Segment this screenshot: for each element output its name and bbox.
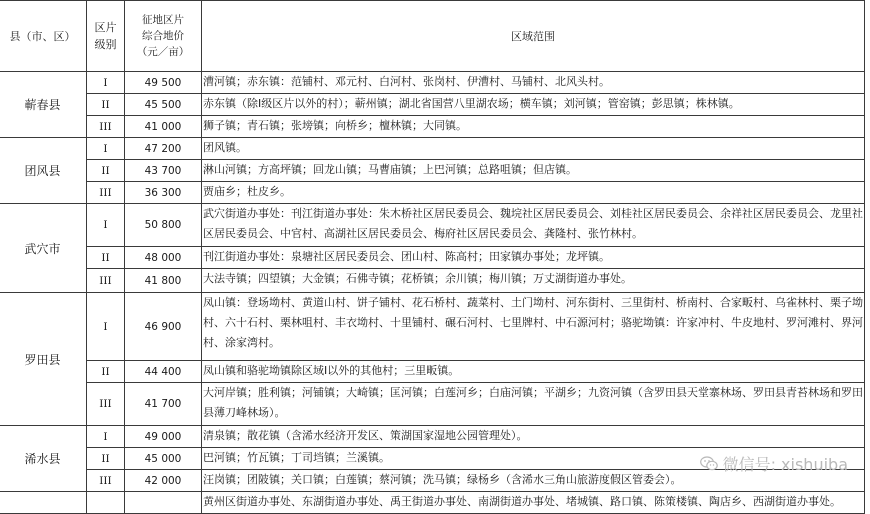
table-row [0, 138, 865, 160]
header-price-line3: （元／亩） [136, 46, 190, 58]
watermark [700, 452, 848, 475]
price-cell: 47 200 [125, 138, 202, 160]
range-cell: 凤山镇和骆驼坳镇除区域I以外的其他村；三里畈镇。 [202, 361, 865, 383]
header-grade-line2: 级别 [94, 38, 117, 51]
grade-cell: I [87, 204, 125, 247]
county-cell: 罗田县 [0, 293, 87, 426]
header-grade-line1: 区片 [94, 21, 117, 34]
range-cell: 淋山河镇；方高坪镇；回龙山镇；马曹庙镇；上巴河镇；总路咀镇；但店镇。 [202, 160, 865, 182]
price-cell: 45 000 [125, 448, 202, 470]
county-cell: 浠水县 [0, 426, 87, 492]
table-row [0, 160, 865, 182]
grade-cell: III [87, 470, 125, 492]
range-cell: 凤山镇：登场坳村、黄道山村、饼子铺村、花石桥村、蔬菜村、土门坳村、河东街村、三里街村、桥南村、合家畈村、乌雀林村、栗子坳村、六十石村、栗林咀村、丰衣坳村、十里铺村、碾石河村、七里牌村、中石源河村；骆驼坳镇：许家冲村、牛皮地村、罗河滩村、界河村、涂家湾村。 [202, 293, 865, 361]
range-cell: 刊江街道办事处：泉塘社区居民委员会、团山村、陈高村；田家镇办事处；龙坪镇。 [202, 247, 865, 269]
grade-cell: II [87, 361, 125, 383]
watermark-text: 微信号: xishuiba [722, 455, 848, 474]
range-cell: 狮子镇；青石镇；张塝镇；向桥乡；檀林镇；大同镇。 [202, 116, 865, 138]
grade-cell: II [87, 448, 125, 470]
price-cell: 41 000 [125, 116, 202, 138]
price-cell: 48 000 [125, 247, 202, 269]
table-row [0, 269, 865, 293]
range-cell: 汪岗镇；团陂镇；关口镇；白莲镇；蔡河镇；洗马镇；绿杨乡（含浠水三角山旅游度假区管委会）。 [202, 470, 865, 492]
grade-cell: III [87, 116, 125, 138]
grade-cell: I [87, 72, 125, 94]
range-cell: 黄州区街道办事处、东湖街道办事处、禹王街道办事处、南湖街道办事处、堵城镇、路口镇、陈策楼镇、陶店乡、西湖街道办事处。 [202, 492, 865, 514]
grade-cell: I [87, 426, 125, 448]
county-cell: 团风县 [0, 138, 87, 204]
price-cell: 45 500 [125, 94, 202, 116]
price-cell: 42 000 [125, 470, 202, 492]
table-row [0, 94, 865, 116]
price-cell: 49 500 [125, 72, 202, 94]
table-row [0, 247, 865, 269]
grade-cell: I [87, 293, 125, 361]
county-cell: 武穴市 [0, 204, 87, 293]
price-cell: 46 900 [125, 293, 202, 361]
range-cell: 赤东镇（除I级区片以外的村）；蕲州镇；湖北省国营八里湖农场；横车镇；刘河镇；管窑镇；彭思镇；株林镇。 [202, 94, 865, 116]
price-cell: 41 700 [125, 383, 202, 426]
price-cell: 49 000 [125, 426, 202, 448]
grade-cell: II [87, 160, 125, 182]
price-cell: 43 700 [125, 160, 202, 182]
grade-cell: II [87, 247, 125, 269]
table-row [0, 116, 865, 138]
grade-cell: II [87, 94, 125, 116]
price-cell: 50 800 [125, 204, 202, 247]
header-price-line1: 征地区片 [142, 14, 184, 26]
range-cell: 大河岸镇；胜利镇；河铺镇；大崎镇；匡河镇；白莲河乡；白庙河镇；平湖乡；九资河镇（含罗田县天堂寨林场、罗田县青苔林场和罗田县薄刀峰林场）。 [202, 383, 865, 426]
header-range: 区域范围 [202, 1, 865, 72]
range-cell: 巴河镇；竹瓦镇；丁司垱镇；兰溪镇。 [202, 448, 865, 470]
header-county: 县（市、区） [0, 1, 87, 72]
range-cell: 武穴街道办事处：刊江街道办事处：朱木桥社区居民委员会、魏垸社区居民委员会、刘桂社区居民委员会、余祥社区居民委员会、龙里社区居民委员会、中官村、高湖社区居民委员会、梅府社区居民委员会、龚隆村、张竹林村。 [202, 204, 865, 247]
range-cell: 团风镇。 [202, 138, 865, 160]
table-row [0, 361, 865, 383]
table-row [0, 204, 865, 247]
table-row [0, 383, 865, 426]
header-price-line2: 综合地价 [142, 30, 184, 42]
grade-cell: I [87, 138, 125, 160]
price-cell: 44 400 [125, 361, 202, 383]
range-cell: 贾庙乡；杜皮乡。 [202, 182, 865, 204]
table-row [0, 426, 865, 448]
range-cell: 大法寺镇；四望镇；大金镇；石佛寺镇；花桥镇；余川镇；梅川镇；万丈湖街道办事处。 [202, 269, 865, 293]
price-cell: 36 300 [125, 182, 202, 204]
price-cell: 41 800 [125, 269, 202, 293]
county-cell: 蕲春县 [0, 72, 87, 138]
range-cell: 清泉镇；散花镇（含浠水经济开发区、策湖国家湿地公园管理处）。 [202, 426, 865, 448]
range-cell: 漕河镇；赤东镇：范铺村、邓元村、白河村、张岗村、伊漕村、马铺村、北风头村。 [202, 72, 865, 94]
table-row [0, 182, 865, 204]
header-price [125, 1, 202, 72]
grade-cell: III [87, 182, 125, 204]
grade-cell: III [87, 269, 125, 293]
table-row [0, 72, 865, 94]
table-header-row [0, 1, 865, 72]
grade-cell: III [87, 383, 125, 426]
table-row [0, 293, 865, 361]
header-grade [87, 1, 125, 72]
wechat-icon [700, 456, 718, 471]
